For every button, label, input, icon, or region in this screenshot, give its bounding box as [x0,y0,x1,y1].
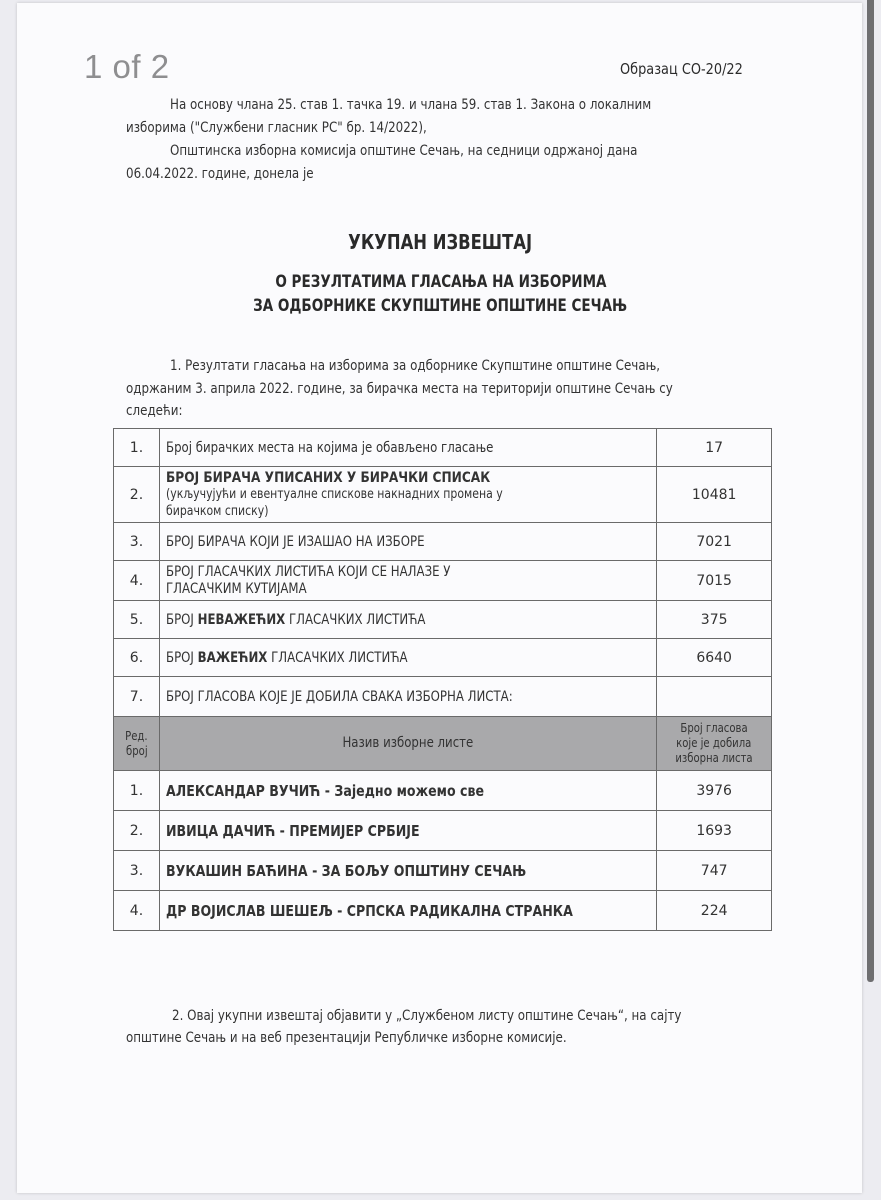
intro-line-3: следећи: [126,403,183,419]
party-votes: 747 [657,851,772,891]
header-name: Назив изборне листе [159,717,656,771]
row-label: Број бирачких места на којима је обављено гласање [159,429,656,467]
row-number: 6. [114,639,160,677]
form-code: Образац СО-20/22 [620,60,743,78]
party-number: 3. [114,851,160,891]
party-name: АЛЕКСАНДАР ВУЧИЋ - Заједно можемо све [159,771,656,811]
party-row [114,811,772,851]
vertical-scrollbar[interactable] [867,0,874,982]
summary-row [114,429,772,467]
intro-line-1: 1. Резултати гласања на изборима за одборнике Скупштине општине Сечањ, [170,358,661,374]
preamble-line-2: изборима ("Службени гласник РС" бр. 14/2022), [126,120,427,136]
party-number: 4. [114,891,160,931]
party-votes: 1693 [657,811,772,851]
row-value [657,677,772,717]
closing-line-2: општине Сечањ и на веб презентацији Републичке изборне комисије. [126,1030,567,1046]
row-label: БРОЈ ГЛАСАЧКИХ ЛИСТИЋА КОЈИ СЕ НАЛАЗЕ У ГЛАСАЧКИМ КУТИЈАМА [159,561,656,601]
party-row [114,851,772,891]
row-label: БРОЈ ВАЖЕЋИХ ГЛАСАЧКИХ ЛИСТИЋА [159,639,656,677]
row-value: 17 [657,429,772,467]
row-number: 1. [114,429,160,467]
row-label: БРОЈ НЕВАЖЕЋИХ ГЛАСАЧКИХ ЛИСТИЋА [159,601,656,639]
row-number: 3. [114,523,160,561]
summary-row [114,639,772,677]
party-name: ИВИЦА ДАЧИЋ - ПРЕМИЈЕР СРБИЈЕ [159,811,656,851]
summary-row [114,561,772,601]
preamble-line-4: 06.04.2022. године, донела је [126,166,314,182]
intro-line-2: одржаним 3. априла 2022. године, за бирачка места на територији општине Сечањ су [126,381,673,397]
party-row [114,771,772,811]
party-number: 2. [114,811,160,851]
summary-row [114,467,772,523]
header-number: Ред. број [114,717,160,771]
row-label: БРОЈ БИРАЧА УПИСАНИХ У БИРАЧКИ СПИСАК (укључујући и евентуалне спискове накнадних промена у бирачком списку) [159,467,656,523]
party-votes: 3976 [657,771,772,811]
closing-line-1: 2. Овај укупни извештај објавити у „Службеном листу општине Сечањ“, на сајту [172,1008,682,1024]
row-value: 375 [657,601,772,639]
results-table [113,428,772,931]
row-number: 5. [114,601,160,639]
row-number: 4. [114,561,160,601]
report-subtitle-1: О РЕЗУЛТАТИМА ГЛАСАЊА НА ИЗБОРИМА [274,272,607,291]
party-votes: 224 [657,891,772,931]
report-subtitle-2: ЗА ОДБОРНИКЕ СКУПШТИНЕ ОПШТИНЕ СЕЧАЊ [253,296,628,315]
preamble-line-3: Општинска изборна комисија општине Сечањ, на седници одржаној дана [170,143,638,159]
party-number: 1. [114,771,160,811]
party-name: ДР ВОЈИСЛАВ ШЕШЕЉ - СРПСКА РАДИКАЛНА СТРАНКА [159,891,656,931]
row-label: БРОЈ БИРАЧА КОЈИ ЈЕ ИЗАШАО НА ИЗБОРЕ [159,523,656,561]
row-number: 2. [114,467,160,523]
row-value: 6640 [657,639,772,677]
row-label: БРОЈ ГЛАСОВА КОЈЕ ЈЕ ДОБИЛА СВАКА ИЗБОРНА ЛИСТА: [159,677,656,717]
party-row [114,891,772,931]
header-votes: Број гласова које је добила изборна листа [657,717,772,771]
row-number: 7. [114,677,160,717]
row-value: 10481 [657,467,772,523]
page-indicator: 1 of 2 [84,48,170,85]
summary-row [114,523,772,561]
summary-row [114,677,772,717]
report-title: УКУПАН ИЗВЕШТАЈ [348,230,533,254]
preamble-line-1: На основу члана 25. став 1. тачка 19. и члана 59. став 1. Закона о локалним [170,97,652,113]
row-value: 7015 [657,561,772,601]
party-name: ВУКАШИН БАЋИНА - ЗА БОЉУ ОПШТИНУ СЕЧАЊ [159,851,656,891]
summary-row [114,601,772,639]
row-value: 7021 [657,523,772,561]
party-table-header [114,717,772,771]
